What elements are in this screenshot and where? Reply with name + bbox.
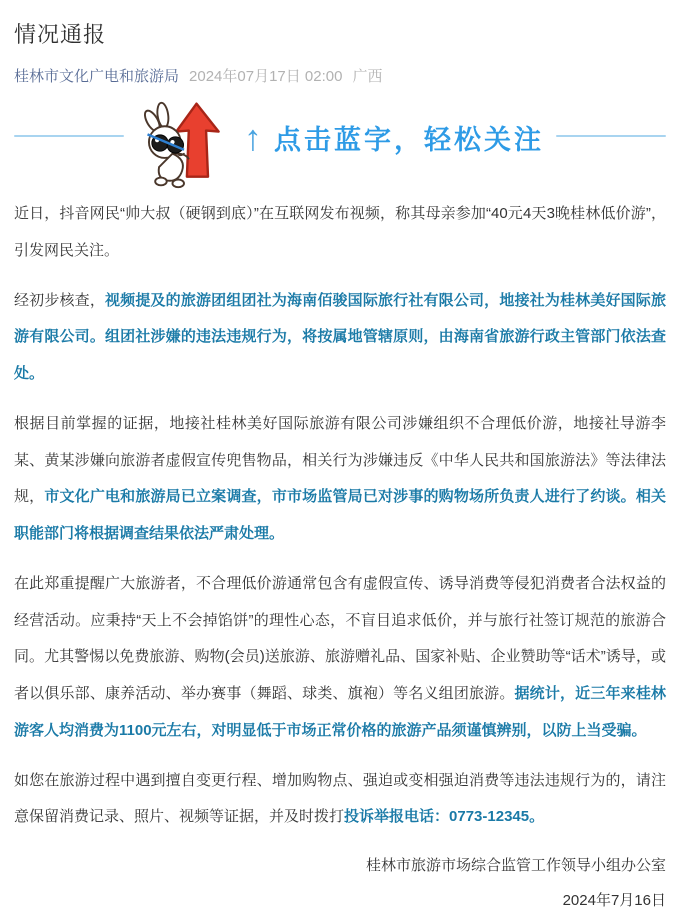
highlighted-text: 视频提及的旅游团组团社为海南佰骏国际旅行社有限公司，地接社为桂林美好国际旅游有限公司。组团社涉嫌的违法违规行为，将按属地管辖原则，由海南省旅游行政主管部门依法查处。 bbox=[14, 291, 666, 382]
paragraph bbox=[14, 566, 666, 750]
banner-right-line bbox=[556, 135, 666, 137]
follow-banner bbox=[14, 98, 666, 190]
up-arrow-glyph: ↑ bbox=[244, 117, 262, 158]
banner-slogan: 点击蓝字，轻松关注 bbox=[274, 124, 544, 155]
body-text: 近日，抖音网民“帅大叔（硬钢到底）”在互联网发布视频，称其母亲参加“40元4天3晚桂林低价游”，引发网民关注。 bbox=[14, 205, 666, 259]
signature-office: 桂林市旅游市场综合监管工作领导小组办公室 bbox=[365, 857, 666, 874]
paragraph bbox=[14, 196, 666, 270]
highlighted-text: 据统计，近三年来桂林游客人均消费为1100元左右，对明显低于市场正常价格的旅游产品须谨慎辨别，以防上当受骗。 bbox=[14, 685, 666, 739]
highlighted-text: 市文化广电和旅游局已立案调查，市市场监管局已对涉事的购物场所负责人进行了约谈。相关职能部门将根据调查结果依法严肃处理。 bbox=[14, 488, 666, 542]
body-text: 经初步核查， bbox=[14, 291, 105, 309]
body-text: 在此郑重提醒广大旅游者，不合理低价游通常包含有虚假宣传、诱导消费等侵犯消费者合法权益的经营活动。应秉持“天上不会掉馅饼”的理性心态，不盲目追求低价，并与旅行社签订规范的旅游合同。尤其警惕以免费旅游、购物(会员)送旅游、旅游赠礼品、国家补贴、企业赞助等“话术”诱导，或者以俱乐部、康养活动、举办赛事（舞蹈、球类、旗袍）等名义组团旅游。 bbox=[14, 574, 666, 702]
paragraph bbox=[14, 283, 666, 393]
publish-datetime: 2024年07月17日 02:00 bbox=[189, 68, 343, 85]
body-text: 根据目前掌握的证据，地接社桂林美好国际旅游有限公司涉嫌组织不合理低价游，地接社导游李某、黄某涉嫌向旅游者虚假宣传兜售物品，相关行为涉嫌违反《中华人民共和国旅游法》等法律法规， bbox=[14, 414, 666, 506]
rabbit-arrow-icon bbox=[136, 99, 232, 189]
publish-location: 广西 bbox=[352, 68, 383, 85]
body-text: 如您在旅游过程中遇到擅自变更行程、增加购物点、强迫或变相强迫消费等违法违规行为的，请注意保留消费记录、照片、视频等证据，并及时拨打 bbox=[14, 771, 666, 826]
page-title: 情况通报 bbox=[14, 22, 107, 47]
banner-left-line bbox=[14, 135, 124, 137]
paragraph bbox=[14, 763, 666, 837]
highlighted-text: 投诉举报电话：0773-12345。 bbox=[344, 808, 545, 826]
signature-date: 2024年7月16日 bbox=[562, 891, 666, 909]
signature-block bbox=[14, 849, 666, 918]
paragraph bbox=[14, 406, 666, 553]
account-name-link[interactable]: 桂林市文化广电和旅游局 bbox=[14, 68, 180, 85]
byline bbox=[14, 65, 666, 86]
article-body bbox=[14, 196, 666, 836]
